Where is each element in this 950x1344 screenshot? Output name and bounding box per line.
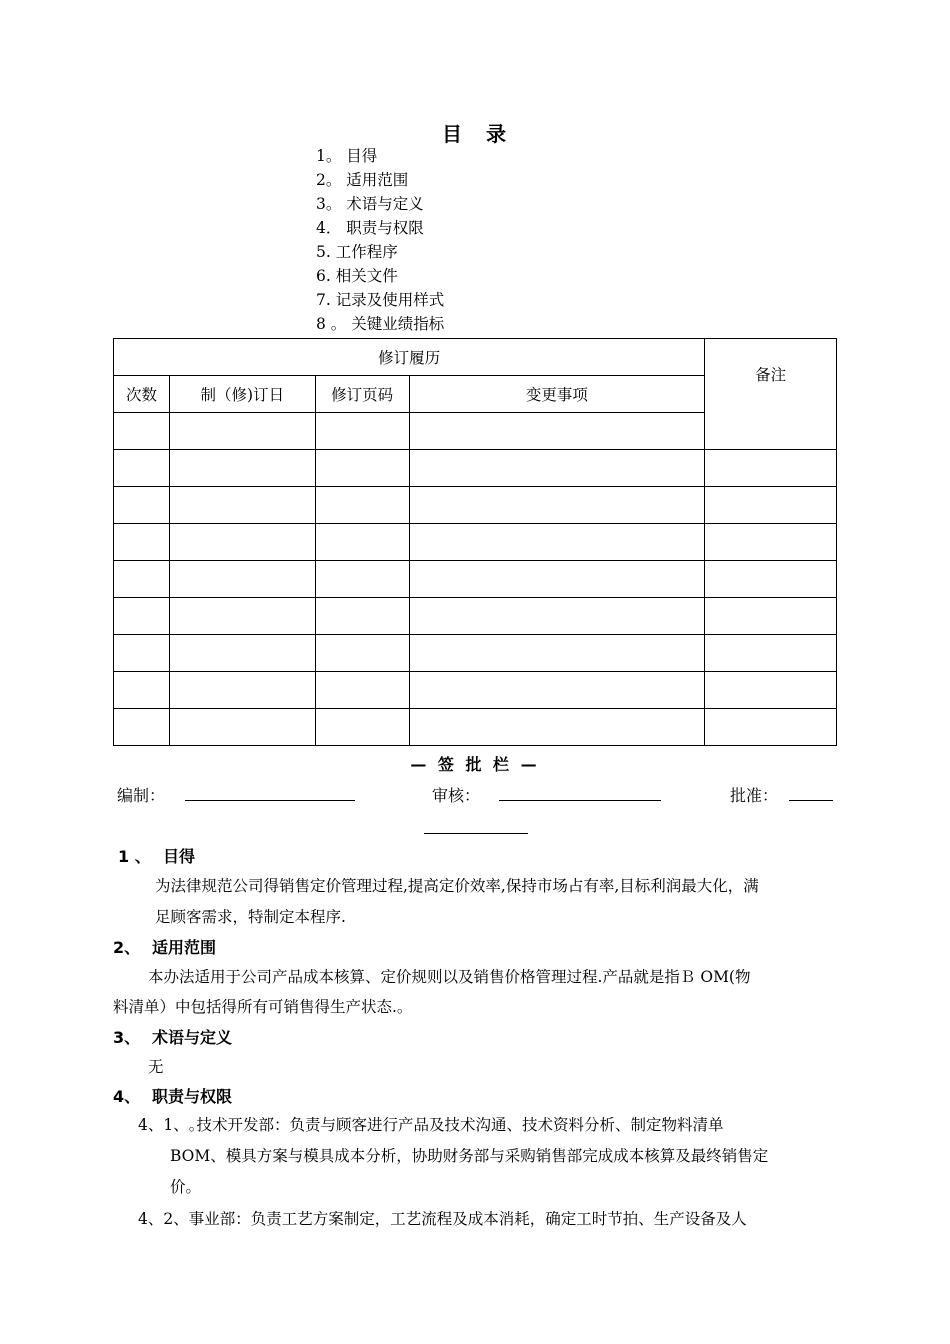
remarks-header: 备注: [705, 339, 837, 450]
compile-label: 编制：: [117, 786, 166, 805]
compile-line: [185, 800, 355, 801]
section-1-number: 1 、: [118, 847, 151, 866]
col-changes: 变更事项: [409, 376, 705, 413]
table-row: [114, 524, 837, 561]
toc-item: 3。 术语与定义: [316, 195, 424, 213]
toc-item: 1。 目得: [316, 147, 378, 165]
section-1-text: 为法律规范公司得销售定价管理过程,提高定价效率,保持市场占有率,目标利润最大化，满: [155, 877, 759, 895]
section-2-title: 适用范围: [152, 938, 217, 957]
table-row: [114, 635, 837, 672]
toc-item: 8 。 关键业绩指标: [316, 315, 445, 333]
approve-label: 批准：: [730, 786, 779, 805]
section-4-1-text: BOM、模具方案与模具成本分析，协助财务部与采购销售部完成成本核算及最终销售定: [170, 1147, 769, 1165]
section-4-2-text: 4、2、事业部：负责工艺方案制定，工艺流程及成本消耗，确定工时节拍、生产设备及人: [138, 1210, 747, 1228]
table-row: [114, 450, 837, 487]
approve-line-cont: [424, 833, 528, 834]
section-3-text: 无: [148, 1058, 164, 1076]
col-date: 制（修)订日: [169, 376, 315, 413]
section-2-number: 2、: [113, 938, 141, 957]
section-4-1-text: 4、1、｡技术开发部：负责与顾客进行产品及技术沟通、技术资料分析、制定物料清单: [138, 1116, 724, 1134]
table-row: [114, 672, 837, 709]
col-count: 次数: [114, 376, 170, 413]
table-row: [114, 561, 837, 598]
col-pages: 修订页码: [315, 376, 409, 413]
toc-item: 5. 工作程序: [316, 243, 398, 261]
approve-line: [789, 800, 833, 801]
revision-header: 修订履历: [114, 339, 705, 376]
table-row: [114, 487, 837, 524]
review-label: 审核：: [432, 786, 481, 805]
section-4-number: 4、: [113, 1087, 141, 1106]
review-line: [499, 800, 661, 801]
table-row: [114, 709, 837, 746]
section-4-title: 职责与权限: [152, 1087, 233, 1106]
section-2-text: 料清单）中包括得所有可销售得生产状态.。: [113, 998, 413, 1016]
toc-list: [316, 144, 444, 336]
section-3-number: 3、: [113, 1028, 141, 1047]
toc-item: 4． 职责与权限: [316, 219, 424, 237]
table-row: [114, 598, 837, 635]
toc-item: 2。 适用范围: [316, 171, 409, 189]
section-1-title: 目得: [163, 847, 196, 866]
toc-item: 7. 记录及使用样式: [316, 291, 445, 309]
section-2-text: 本办法适用于公司产品成本核算、定价规则以及销售价格管理过程.产品就是指Ｂ OM(物: [148, 968, 751, 986]
section-1-text: 足顾客需求，特制定本程序.: [155, 908, 346, 926]
revision-table: [113, 338, 837, 746]
toc-title: 目 录: [442, 122, 508, 146]
section-4-1-text: 价。: [170, 1178, 202, 1196]
signoff-title: — 签 批 栏 —: [410, 755, 540, 774]
section-3-title: 术语与定义: [152, 1028, 233, 1047]
toc-item: 6. 相关文件: [316, 267, 398, 285]
